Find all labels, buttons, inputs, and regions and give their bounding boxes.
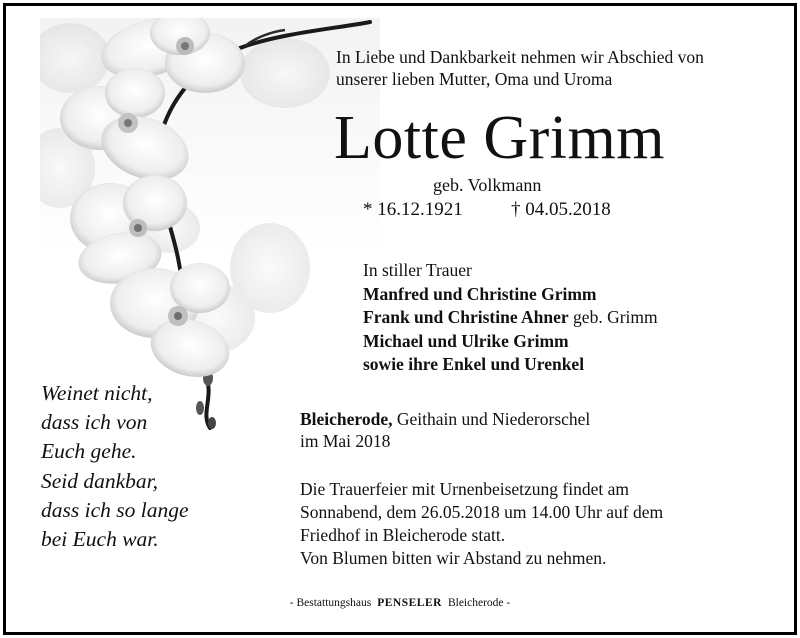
- quote-line: bei Euch war.: [41, 527, 159, 552]
- death-date: † 04.05.2018: [511, 199, 611, 220]
- footer-suffix: Bleicherode -: [447, 597, 511, 609]
- quote-line: Euch gehe.: [41, 439, 137, 464]
- main-town: Bleicherode,: [300, 409, 393, 429]
- intro-line: In Liebe und Dankbarkeit nehmen wir Abschied von: [336, 47, 704, 67]
- quote-line: Weinet nicht,: [41, 381, 153, 405]
- deceased-name: Lotte Grimm: [334, 104, 665, 172]
- mourners-list: [363, 259, 658, 377]
- funeral-home-brand: PENSELER: [377, 597, 442, 609]
- mourner-line: Michael und Ulrike Grimm: [363, 330, 569, 351]
- place-line: [300, 408, 590, 430]
- mourner-line: sowie ihre Enkel und Urenkel: [363, 354, 585, 374]
- place-and-date: [300, 408, 590, 452]
- memorial-quote: [41, 379, 189, 554]
- life-dates: [363, 199, 611, 221]
- service-line: Die Trauerfeier mit Urnenbeisetzung findet am: [300, 479, 629, 499]
- mourner-line: Manfred und Christine Grimm: [363, 283, 597, 304]
- quote-line: dass ich so lange: [41, 497, 189, 522]
- service-line: Von Blumen bitten wir Abstand zu nehmen.: [300, 548, 607, 568]
- notice-date: im Mai 2018: [300, 431, 391, 451]
- intro-text: [336, 46, 776, 90]
- orchid-branch-image: [40, 18, 380, 438]
- other-towns: Geithain und Niederorschel: [392, 409, 591, 429]
- service-line: Sonnabend, dem 26.05.2018 um 14.00 Uhr auf dem: [300, 502, 664, 522]
- service-info: [300, 478, 663, 570]
- mourning-intro: In stiller Trauer: [363, 260, 472, 280]
- birth-date: * 16.12.1921: [363, 199, 463, 220]
- birth-name: geb. Volkmann: [433, 175, 542, 195]
- service-line: Friedhof in Bleicherode statt.: [300, 525, 506, 545]
- quote-line: Seid dankbar,: [41, 468, 159, 493]
- mourner-line: [363, 306, 658, 330]
- intro-line: unserer lieben Mutter, Oma und Uroma: [336, 69, 613, 89]
- funeral-home-footer: [0, 597, 800, 609]
- mourner-birthname: geb. Grimm: [568, 307, 658, 327]
- mourner-names: Frank und Christine Ahner: [363, 307, 569, 327]
- footer-prefix: - Bestattungshaus: [289, 597, 372, 609]
- quote-line: dass ich von: [41, 410, 148, 435]
